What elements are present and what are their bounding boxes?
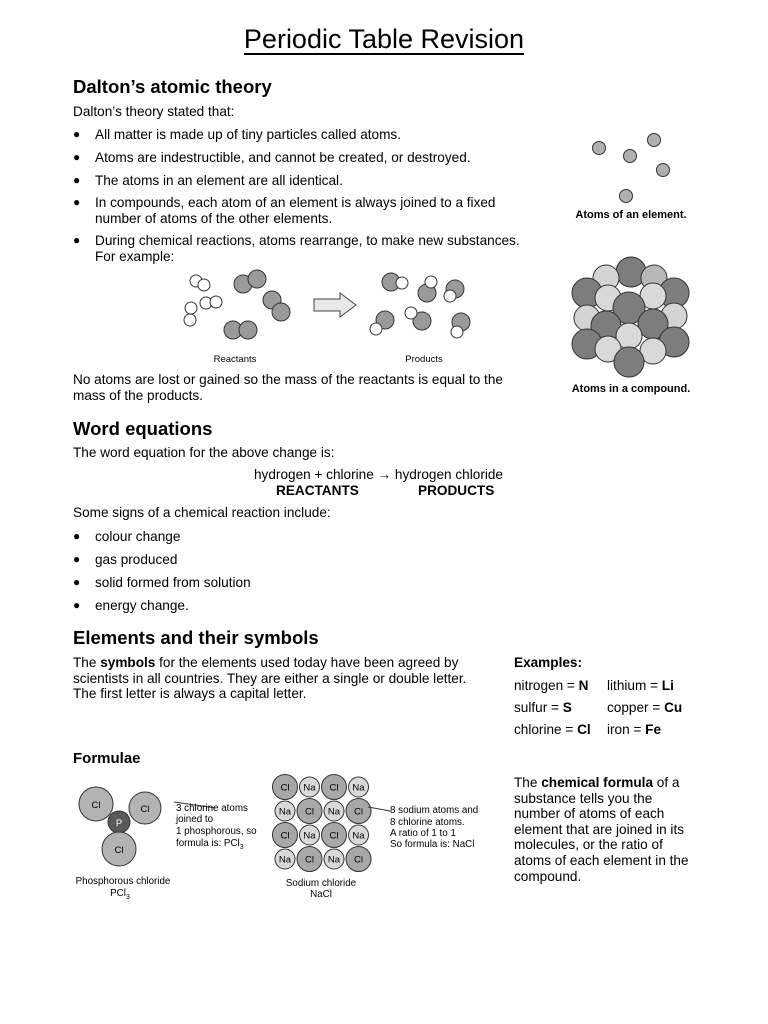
element-caption: Atoms of an element. <box>575 209 687 221</box>
bullet-text: The atoms in an element are all identical. <box>95 173 343 188</box>
atom-cl-label: Cl <box>91 800 101 811</box>
bullet-text: energy change. <box>95 598 189 613</box>
bullet-dot: ● <box>73 598 81 612</box>
example-name: iron = <box>607 722 646 737</box>
example-name: chlorine = <box>514 722 578 737</box>
bullet-text: In compounds, each atom of an element is always joined to a fixed number of atoms of the other elements. <box>95 195 496 226</box>
pcl-annotation: joined to <box>176 814 214 825</box>
atom-cl-label: Cl <box>305 854 314 866</box>
dalton-intro: Dalton’s theory stated that: <box>73 104 235 119</box>
atom-cl-label: Cl <box>329 782 339 794</box>
page-title: Periodic Table Revision <box>243 24 525 54</box>
products-label: Products <box>405 354 443 365</box>
example-symbol: Cu <box>664 700 683 715</box>
nacl-annotation: So formula is: NaCl <box>390 839 475 850</box>
nacl-annotation: 8 chlorine atoms. <box>390 817 465 828</box>
dalton-conclusion: No atoms are lost or gained so the mass of the reactants is equal to the mass of the products. <box>73 372 503 403</box>
example-name: sulfur = <box>514 700 563 715</box>
bullet-text: gas produced <box>95 552 178 567</box>
elements-heading: Elements and their symbols <box>73 627 319 648</box>
chemical-formula-text <box>514 775 699 884</box>
text-span: of a substance tells you the number of atoms of each element that are joined in its molecules, or the ratio of atoms of each element in the compound. <box>514 775 689 884</box>
bullet-dot: ● <box>73 195 81 209</box>
bullet-dot: ● <box>73 127 81 141</box>
atom-na-label: Na <box>327 806 341 818</box>
dalton-heading: Dalton’s atomic theory <box>73 76 272 97</box>
bullet-text: solid formed from solution <box>95 575 251 590</box>
example-iron <box>607 722 661 738</box>
reactants-label-bold: REACTANTS <box>276 483 359 498</box>
text-span: for the elements used today have been agreed by scientists in all countries. They are either a single or double letter. The first letter is always a capital letter. <box>73 655 467 702</box>
bullet-dot: ● <box>73 552 81 566</box>
example-symbol: N <box>578 678 589 693</box>
atom-cl-label: Cl <box>280 782 290 794</box>
element-atoms-diagram <box>585 128 675 208</box>
example-nitrogen <box>514 678 588 694</box>
word-equations-intro: The word equation for the above change is: <box>73 445 335 460</box>
atom-cl-label: Cl <box>305 806 314 818</box>
example-lithium <box>607 678 674 694</box>
bullet-dot: ● <box>73 233 81 247</box>
pcl-annotation: 3 chlorine atoms <box>176 803 248 814</box>
atom-na-label: Na <box>278 806 292 818</box>
pcl-caption: Phosphorous chloride <box>75 876 171 887</box>
bullet-dot: ● <box>73 173 81 187</box>
atom-na-label: Na <box>352 782 365 794</box>
reactants-label: Reactants <box>213 354 257 365</box>
text-span: The <box>73 655 101 670</box>
atom-na-label: Na <box>303 830 316 842</box>
formulae-heading: Formulae <box>73 750 141 767</box>
pcl-annotation <box>176 838 244 851</box>
subscript: 3 <box>239 844 244 851</box>
compound-atoms-diagram <box>568 256 694 378</box>
nacl-annotation: A ratio of 1 to 1 <box>390 828 456 839</box>
symbols-bold: symbols <box>100 655 156 670</box>
bullet-text: Atoms are indestructible, and cannot be created, or destroyed. <box>95 150 471 165</box>
example-name: lithium = <box>607 678 662 693</box>
atom-p-label: P <box>115 818 123 829</box>
pcl-annotation: 1 phosphorous, so <box>176 826 257 837</box>
example-symbol: S <box>562 700 572 715</box>
pcl-formula <box>110 888 130 901</box>
atom-na-label: Na <box>278 854 292 866</box>
pcl3-diagram <box>70 786 285 902</box>
bullet-dot: ● <box>73 150 81 164</box>
example-symbol: Fe <box>645 722 662 737</box>
atom-cl-label: Cl <box>329 830 339 842</box>
subscript: 3 <box>125 894 130 901</box>
text-span: PCl <box>110 888 126 899</box>
atom-na-label: Na <box>303 782 316 794</box>
atom-na-label: Na <box>352 830 365 842</box>
nacl-caption: Sodium chloride <box>285 878 357 889</box>
example-symbol: Li <box>661 678 674 693</box>
elements-text <box>73 655 493 702</box>
atom-cl-label: Cl <box>354 806 363 818</box>
examples-heading: Examples: <box>514 655 583 670</box>
example-copper <box>607 700 682 716</box>
atom-cl-label: Cl <box>354 854 363 866</box>
nacl-lattice <box>273 775 372 872</box>
atom-cl-label: Cl <box>114 845 124 856</box>
bullet-text: All matter is made up of tiny particles called atoms. <box>95 127 401 142</box>
signs-intro: Some signs of a chemical reaction include: <box>73 505 331 520</box>
example-symbol: Cl <box>577 722 591 737</box>
bullet-dot: ● <box>73 529 81 543</box>
atom-na-label: Na <box>327 854 341 866</box>
bullet-text: During chemical reactions, atoms rearrange, to make new substances. For example: <box>95 233 520 264</box>
bullet-dot: ● <box>73 575 81 589</box>
chemical-formula-bold: chemical formula <box>541 775 654 790</box>
atom-cl-label: Cl <box>140 804 150 815</box>
word-equation: hydrogen + chlorine → hydrogen chloride <box>254 467 503 482</box>
example-name: nitrogen = <box>514 678 579 693</box>
example-name: copper = <box>607 700 665 715</box>
nacl-annotation: 8 sodium atoms and <box>390 805 479 816</box>
reaction-diagram <box>175 262 495 370</box>
compound-caption: Atoms in a compound. <box>571 383 691 395</box>
nacl-formula: NaCl <box>310 889 332 900</box>
text-span: formula is: PCl <box>176 838 240 849</box>
example-sulfur <box>514 700 572 716</box>
bullet-text: colour change <box>95 529 181 544</box>
word-equations-heading: Word equations <box>73 418 213 439</box>
text-span: The <box>514 775 542 790</box>
example-chlorine <box>514 722 591 738</box>
nacl-diagram <box>268 773 488 903</box>
atom-cl-label: Cl <box>280 830 290 842</box>
products-label-bold: PRODUCTS <box>418 483 495 498</box>
